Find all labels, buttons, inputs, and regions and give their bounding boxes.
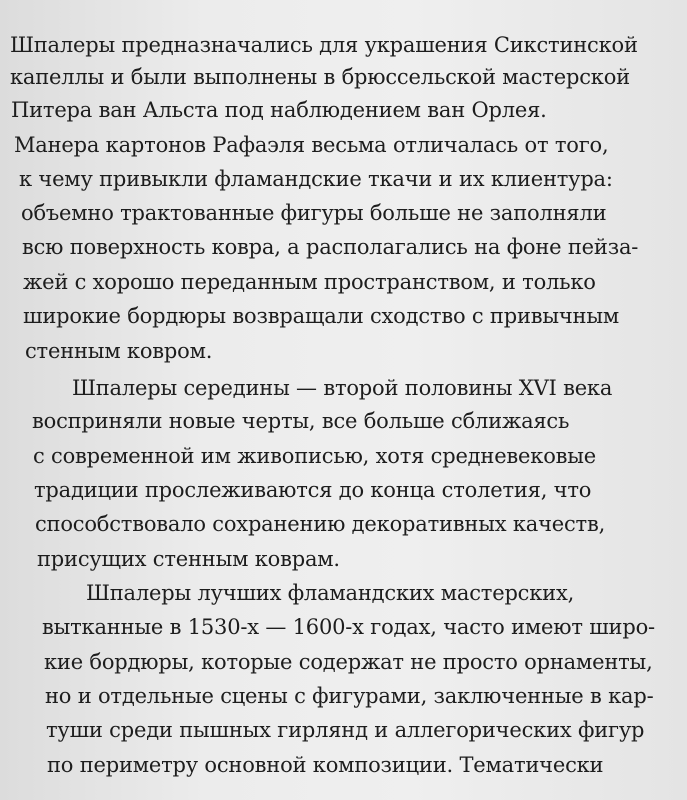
text-line: способствовало сохранению декоративных качеств, <box>35 512 606 536</box>
text-line: традиции прослеживаются до конца столетия, что <box>34 478 592 502</box>
text-line: Манера картонов Рафаэля весьма отличалась от того, <box>14 133 609 157</box>
text-line: Шпалеры предназначались для украшения Сикстинской <box>10 33 638 57</box>
text-line: Питера ван Альста под наблюдением ван Орлея. <box>11 98 547 122</box>
text-line: с современной им живописью, хотя средневековые <box>33 444 597 468</box>
text-line: объемно трактованные фигуры больше не заполняли <box>21 201 607 225</box>
text-line: кие бордюры, которые содержат не просто орнаменты, <box>44 650 653 674</box>
text-line: капеллы и были выполнены в брюссельской мастерской <box>10 65 630 89</box>
text-line: туши среди пышных гирлянд и аллегорических фигур <box>46 718 645 742</box>
text-line: к чему привыкли фламандские ткачи и их клиентура: <box>19 167 613 191</box>
text-line: по периметру основной композиции. Тематически <box>47 753 604 777</box>
text-line: стенным ковром. <box>25 339 213 363</box>
text-line: жей с хорошо переданным пространством, и только <box>23 270 596 294</box>
text-line: присущих стенным коврам. <box>37 547 340 571</box>
text-line: вытканные в 1530-х — 1600-х годах, часто имеют широ- <box>42 615 655 639</box>
text-line: всю поверхность ковра, а располагались на фоне пейза- <box>22 235 639 259</box>
text-line: но и отдельные сцены с фигурами, заключенные в кар- <box>45 684 654 708</box>
text-line: широкие бордюры возвращали сходство с привычным <box>23 304 620 328</box>
text-line: восприняли новые черты, все больше сближаясь <box>32 409 570 433</box>
text-line: Шпалеры лучших фламандских мастерских, <box>86 581 575 605</box>
text-line: Шпалеры середины — второй половины XVI века <box>72 376 613 400</box>
